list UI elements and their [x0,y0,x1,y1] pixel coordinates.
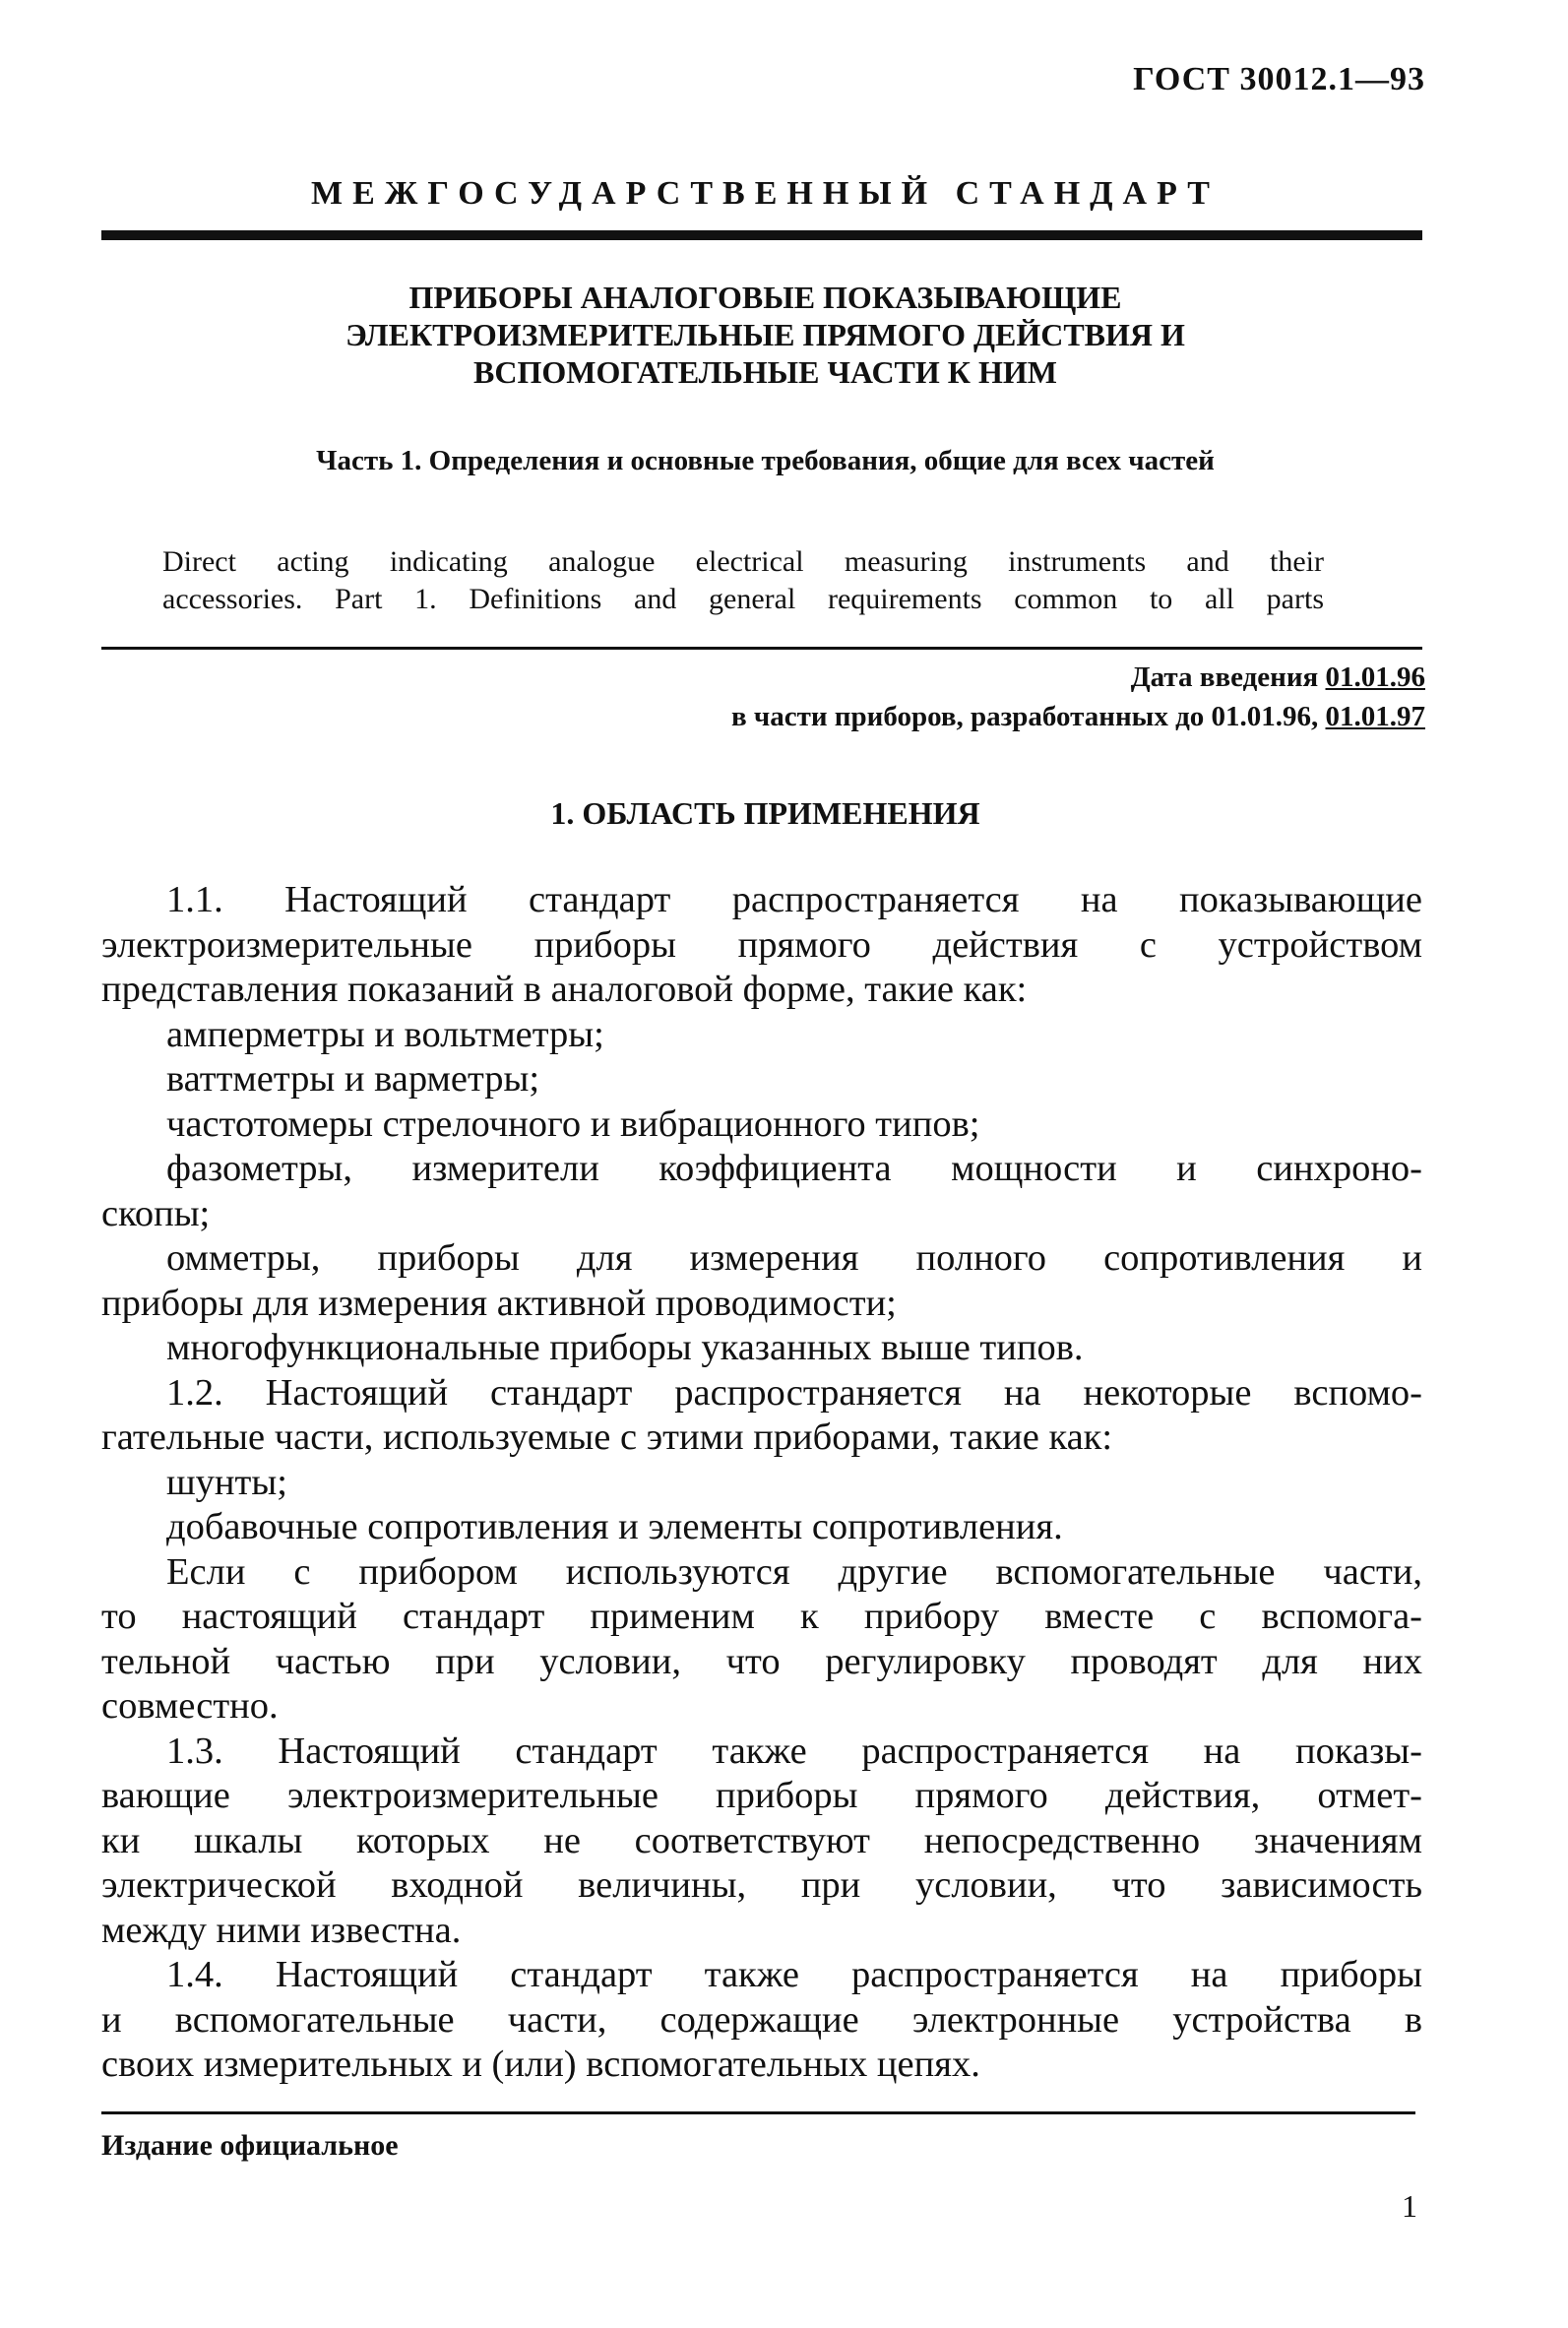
body-line: между ними известна. [101,1909,462,1951]
body-line: частотомеры стрелочного и вибрационного типов; [166,1102,980,1145]
body-line: и вспомогательные части, содержащие электронные устройства в [101,1998,1422,2041]
body-line: многофункциональные приборы указанных выше типов. [166,1327,1084,1368]
body-line: 1.4. Настоящий стандарт также распространяется на приборы [166,1954,1422,1995]
body-line: представления показаний в аналоговой форме, такие как: [101,969,1028,1010]
section-body [101,878,1422,2088]
page-number: 1 [1402,2188,1417,2224]
body-line: добавочные сопротивления и элементы сопротивления. [166,1506,1063,1547]
body-line: омметры, приборы для измерения полного сопротивления и [166,1237,1422,1279]
body-line: ваттметры и варметры; [166,1058,540,1100]
gost-number: ГОСТ 30012.1—93 [1133,61,1425,97]
part-title: Часть 1. Определения и основные требования, общие для всех частей [316,445,1215,476]
intro-date-note-line [731,701,1425,733]
english-title [162,543,1324,618]
document-title [98,279,1432,391]
english-title-line: Direct acting indicating analogue electrical measuring instruments and their [162,545,1324,578]
intro-date-line [1131,661,1425,694]
body-line: совместно. [101,1685,279,1727]
body-line: электрической входной величины, при условии, что зависимость [101,1864,1422,1906]
english-title-line: accessories. Part 1. Definitions and general requirements common to all parts [162,583,1324,615]
title-line: ПРИБОРЫ АНАЛОГОВЫЕ ПОКАЗЫВАЮЩИЕ [408,280,1122,315]
body-line: гательные части, используемые с этими приборами, такие как: [101,1416,1113,1458]
body-line: шунты; [166,1461,287,1503]
body-line: амперметры и вольтметры; [166,1013,604,1055]
body-line: своих измерительных и (или) вспомогательных цепях. [101,2044,980,2085]
title-line: ЭЛЕКТРОИЗМЕРИТЕЛЬНЫЕ ПРЯМОГО ДЕЙСТВИЯ И [345,317,1185,352]
edition-label: Издание официальное [101,2129,399,2162]
body-line: электроизмерительные приборы прямого действия с устройством [101,923,1422,966]
body-line: вающие электроизмерительные приборы прямого действия, отмет- [101,1775,1422,1816]
body-line: фазометры, измерители коэффициента мощности и синхроно- [166,1148,1422,1189]
body-line: то настоящий стандарт применим к прибору вместе с вспомога- [101,1596,1422,1637]
body-line: 1.1. Настоящий стандарт распространяется на показывающие [166,879,1422,920]
body-line: приборы для измерения активной проводимости; [101,1282,897,1324]
footer-rule [101,2111,1415,2114]
body-line: Если с прибором используются другие вспомогательные части, [166,1550,1422,1593]
section-heading: 1. ОБЛАСТЬ ПРИМЕНЕНИЯ [550,795,980,831]
body-line: 1.3. Настоящий стандарт также распространяется на показы- [166,1730,1422,1772]
body-line: скопы; [101,1192,211,1234]
intro-date-value: 01.01.96 [1325,661,1425,693]
intro-date-note-value: 01.01.97 [1325,701,1425,732]
title-line: ВСПОМОГАТЕЛЬНЫЕ ЧАСТИ К НИМ [473,354,1057,390]
intro-date-note: в части приборов, разработанных до 01.01.96, [730,701,1319,732]
header-rule [101,230,1422,240]
body-line: ки шкалы которых не соответствуют непосредственно значениям [101,1819,1422,1861]
body-line: 1.2. Настоящий стандарт распространяется на некоторые вспомо- [166,1371,1422,1414]
body-line: тельной частью при условии, что регулировку проводят для них [101,1640,1422,1682]
intro-date-label: Дата введения [1130,661,1319,693]
title-rule [101,647,1422,650]
standard-type: МЕЖГОСУДАРСТВЕННЫЙ СТАНДАРТ [311,175,1220,212]
